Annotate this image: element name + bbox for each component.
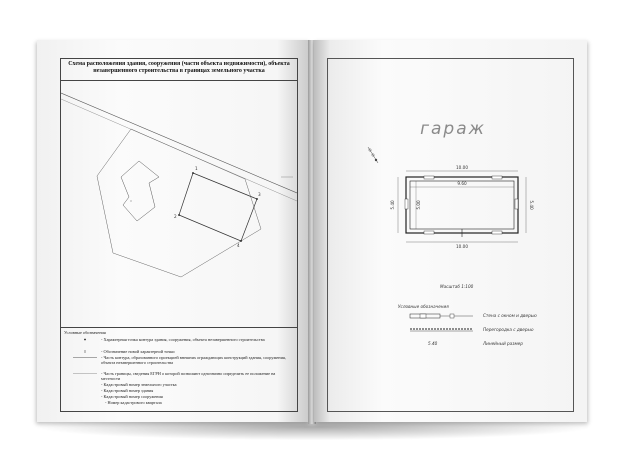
dimension-label: 5.00 [416,200,421,210]
auxiliary-building-outline [121,161,159,221]
floor-plan-title: гараж [420,119,486,139]
scale-label: Масштаб 1:100 [440,284,474,289]
point-label: 1 [195,166,198,171]
dimension-label: 9.60 [457,181,467,186]
garage-floor-plan [328,59,573,411]
garage-contour [179,173,257,241]
floor-plan-legend-heading: Условные обозначения [398,304,449,309]
legend-text: Стена с окном и дверью [483,313,537,318]
legend-text: - Характерная точка контура здания, сооружения, объекта незавершенного строительства [101,337,265,342]
legend-text: - Кадастровый номер сооружения [101,394,163,399]
legend-heading: Условные обозначения [64,330,106,335]
partition-symbol [410,329,473,331]
legend-text: - Часть границы, сведения ЕГРН о которой позволяют однозначно определить ее положение на местности [101,371,276,381]
right-page [314,40,587,422]
site-plan-map [61,81,297,327]
dimension-label: 5.40 [529,200,534,210]
site-plan-title: Схема расположения здания, сооружения (части объекта недвижимости), объекта незавершенного строительства в границах земельного участка [61,59,297,81]
thin-line-symbol [71,371,99,376]
small-mark-symbol [71,349,99,354]
legend-text: Перегородка с дверью [483,327,534,332]
window-mark [492,176,502,179]
legend-text: Линейный размер [483,341,523,346]
thin-line-symbol [71,355,99,360]
boundary-line [61,93,297,193]
site-plan-legend [61,327,297,412]
legend-text: - Кадастровый номер земельного участка [101,382,177,387]
floor-plan-frame [327,58,574,412]
wall-with-door-symbol [410,314,473,318]
contour-point [178,214,180,216]
dimension-label: 5.40 [390,200,395,210]
legend-text: - Обозначение новой характерной точки [101,349,175,354]
contour-point [192,172,194,174]
door-mark [405,199,408,209]
legend-text: - Часть контура, образованного проекцией внешних ограждающих конструкций здания, сооружения, объекта незавершенного строительства [101,355,286,365]
dimension-label: 10.00 [456,244,468,249]
compass-marker [368,147,378,163]
point-marker [131,201,132,202]
dot-symbol [71,337,99,342]
inner-wall [410,181,514,229]
window-mark [424,231,434,234]
window-mark [492,231,502,234]
point-label: 2 [174,214,177,219]
door-mark [515,199,518,209]
point-label: 4 [237,243,240,248]
site-plan-frame [60,58,298,412]
left-page [37,40,310,422]
contour-point [256,198,258,200]
point-label: 3 [258,192,261,197]
legend-text: - Номер кадастрового квартала [105,400,162,405]
legend-text: - Кадастровый номер здания [101,388,154,393]
contour-point [240,240,242,242]
window-mark [424,176,434,179]
dimension-label: 10.00 [456,165,468,170]
land-parcel-outline [97,129,261,277]
dimension-sample-label: 5.40 [428,341,438,346]
